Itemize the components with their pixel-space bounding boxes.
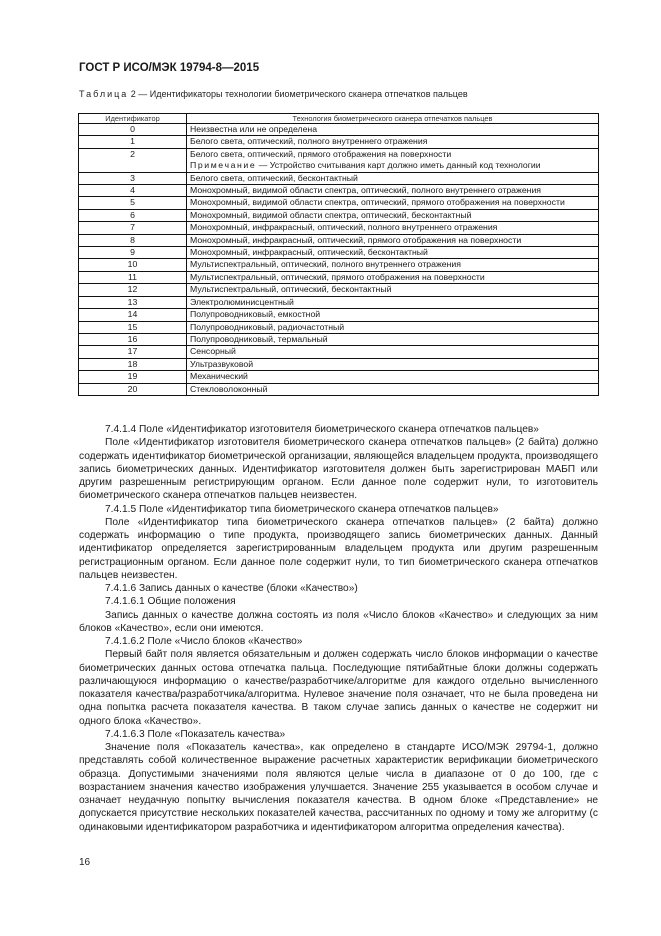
identifier-cell: 9: [79, 247, 187, 259]
technology-text: Ультразвуковой: [190, 358, 254, 369]
table-row: [79, 296, 599, 308]
technology-cell: [187, 309, 599, 321]
technology-text: Монохромный, инфракрасный, оптический, бесконтактный: [190, 247, 428, 258]
paragraph: Значение поля «Показатель качества», как определено в стандарте ИСО/МЭК 29794-1, должно представлять собой количественное выражение расчетных характеристик верификации биометрического образца. Допустимыми значениями поля являются целые числа в диапазоне от 0 до 100, где с возрастанием значения качество изображения улучшается. Значение 255 указывается в особом случае и означает неудачную попытку вычисления показателя качества. В одном блоке «Представление» не допускается присутствие нескольких показателей качества, рассчитанных по одному и тому же алгоритму (с одинаковыми идентификатором разработчика и идентификатором алгоритма определения качества).: [79, 742, 598, 833]
table-row: [79, 346, 599, 358]
technology-cell: [187, 371, 599, 383]
identifier-cell: 7: [79, 222, 187, 234]
column-header-technology: Технология биометрического сканера отпечатков пальцев: [187, 114, 599, 124]
technology-cell: [187, 247, 599, 259]
technology-text: Монохромный, видимой области спектра, оптический, полного внутреннего отражения: [190, 185, 542, 196]
technology-identifiers-table: [78, 113, 599, 396]
technology-cell: [187, 172, 599, 184]
table-row: [79, 136, 599, 148]
technology-text: Монохромный, видимой области спектра, оптический, бесконтактный: [190, 209, 472, 220]
technology-cell: [187, 346, 599, 358]
technology-cell: [187, 234, 599, 246]
table-row: [79, 333, 599, 345]
identifier-cell: 17: [79, 346, 187, 358]
technology-text: Неизвестна или не определена: [190, 124, 318, 134]
identifier-cell: 16: [79, 333, 187, 345]
document-body: [79, 423, 598, 834]
table-row: [79, 309, 599, 321]
table-row: [79, 222, 599, 234]
section-heading-7-4-1-6-3: 7.4.1.6.3 Поле «Показатель качества»: [105, 728, 286, 740]
identifier-cell: 19: [79, 371, 187, 383]
table-header-row: [79, 114, 599, 124]
technology-text: Механический: [190, 371, 248, 382]
page-number: 16: [79, 857, 91, 868]
identifier-cell: 15: [79, 321, 187, 333]
technology-text: Белого света, оптический, прямого отображения на поверхности: [190, 148, 452, 159]
column-header-identifier: Идентификатор: [79, 114, 187, 124]
technology-text: Полупроводниковый, термальный: [190, 333, 328, 344]
technology-text: Мультиспектральный, оптический, прямого отображения на поверхности: [190, 271, 485, 282]
technology-cell: [187, 333, 599, 345]
identifier-cell: 1: [79, 136, 187, 148]
paragraph: Запись данных о качестве должна состоять из поля «Число блоков «Качество» и следующих за ним блоков «Качество», если они имеются.: [79, 609, 598, 634]
table-row: [79, 271, 599, 283]
paragraph: Первый байт поля является обязательным и должен содержать число блоков информации о качестве биометрических данных остова отпечатка пальца. Последующие пятибайтные блоки должны содержать различающуюся информацию о качестве/разработчике/алгоритме для каждого отдельно вычисленного показателя качества/разработчика/алгоритма. Нулевое значение поля означает, что не была проведена ни одна попытка расчета показателя качества. В таком случае запись данных о качестве не содержит ни одного блока «Качество».: [79, 649, 598, 727]
section-heading-7-4-1-5: 7.4.1.5 Поле «Идентификатор типа биометрического сканера отпечатков пальцев»: [105, 503, 499, 515]
table-note: [190, 160, 595, 171]
table-row: [79, 358, 599, 370]
table-row: [79, 371, 599, 383]
technology-text: Мультиспектральный, оптический, полного внутреннего отражения: [190, 259, 461, 270]
technology-cell: [187, 136, 599, 148]
technology-cell: [187, 185, 599, 197]
technology-text: Монохромный, видимой области спектра, оптический, прямого отображения на поверхности: [190, 197, 565, 208]
technology-cell: [187, 197, 599, 209]
technology-cell: [187, 321, 599, 333]
identifier-cell: 0: [79, 124, 187, 136]
note-text: — Устройство считывания карт должно иметь данный код технологии: [256, 160, 541, 171]
technology-cell: [187, 296, 599, 308]
technology-cell: [187, 259, 599, 271]
section-heading-7-4-1-4: 7.4.1.4 Поле «Идентификатор изготовителя биометрического сканера отпечатков пальцев»: [105, 424, 539, 435]
identifier-cell: 18: [79, 358, 187, 370]
technology-cell: [187, 222, 599, 234]
identifier-cell: 4: [79, 185, 187, 197]
identifier-cell: 6: [79, 209, 187, 221]
technology-cell: [187, 383, 599, 395]
identifier-cell: 11: [79, 271, 187, 283]
technology-text: Электролюминисцентный: [190, 296, 294, 307]
table-row: [79, 209, 599, 221]
technology-text: Полупроводниковый, емкостной: [190, 309, 321, 320]
table-row: [79, 172, 599, 184]
table-row: [79, 321, 599, 333]
table-row: [79, 185, 599, 197]
identifier-cell: 2: [79, 148, 187, 172]
section-heading-7-4-1-6: 7.4.1.6 Запись данных о качестве (блоки «Качество»): [105, 583, 358, 594]
table-row: [79, 124, 599, 136]
technology-text: Монохромный, инфракрасный, оптический, прямого отображения на поверхности: [190, 234, 522, 245]
technology-text: Сенсорный: [190, 346, 236, 357]
section-heading-7-4-1-6-1: 7.4.1.6.1 Общие положения: [105, 596, 236, 608]
technology-text: Белого света, оптический, полного внутреннего отражения: [190, 136, 428, 147]
identifier-cell: 10: [79, 259, 187, 271]
table-row: [79, 234, 599, 246]
identifier-cell: 20: [79, 383, 187, 395]
technology-cell: [187, 148, 599, 172]
paragraph: Поле «Идентификатор типа биометрического сканера отпечатков пальцев» (2 байта) должно содержать информацию о типе продукта, производящего запись биометрических данных. Данный идентификатор определяется зарегистрированным владельцем продукта или другим разрешенным регистрационным органом. Если данное поле содержит нули, то тип биометрического сканера отпечатков пальцев неизвестен.: [79, 516, 598, 581]
technology-text: Монохромный, инфракрасный, оптический, полного внутреннего отражения: [190, 222, 498, 233]
technology-cell: [187, 284, 599, 296]
table-row: [79, 247, 599, 259]
identifier-cell: 12: [79, 284, 187, 296]
paragraph: Поле «Идентификатор изготовителя биометрического сканера отпечатков пальцев» (2 байта) должно содержать идентификатор биометрической организации, являющейся владельцем продукта, производящего запись биометрических данных. Идентификатор изготовителя должен быть зарегистрирован МАБП или другим разрешенным регистрирующим органом. Если данное поле содержит нули, то изготовитель биометрического сканера отпечатков пальцев неизвестен.: [79, 437, 598, 502]
technology-cell: [187, 209, 599, 221]
technology-cell: [187, 358, 599, 370]
identifier-cell: 3: [79, 172, 187, 184]
table-caption-label: Таблица: [79, 89, 129, 99]
table-row: [79, 197, 599, 209]
section-heading-7-4-1-6-2: 7.4.1.6.2 Поле «Число блоков «Качество»: [105, 636, 303, 647]
technology-text: Белого света, оптический, бесконтактный: [190, 172, 358, 183]
document-header: ГОСТ Р ИСО/МЭК 19794-8—2015: [79, 62, 260, 74]
technology-text: Полупроводниковый, радиочастотный: [190, 321, 345, 332]
table-caption: [79, 89, 468, 99]
identifier-cell: 14: [79, 309, 187, 321]
table-row: [79, 148, 599, 172]
table-caption-text: 2 — Идентификаторы технологии биометрического сканера отпечатков пальцев: [128, 89, 468, 99]
table-row: [79, 259, 599, 271]
identifier-cell: 13: [79, 296, 187, 308]
table-row: [79, 383, 599, 395]
identifier-cell: 8: [79, 234, 187, 246]
table-row: [79, 284, 599, 296]
technology-cell: [187, 271, 599, 283]
identifier-cell: 5: [79, 197, 187, 209]
technology-text: Стекловолоконный: [190, 383, 268, 394]
technology-text: Мультиспектральный, оптический, бесконтактный: [190, 284, 392, 295]
technology-cell: [187, 124, 599, 136]
note-label: Примечание: [190, 160, 257, 171]
